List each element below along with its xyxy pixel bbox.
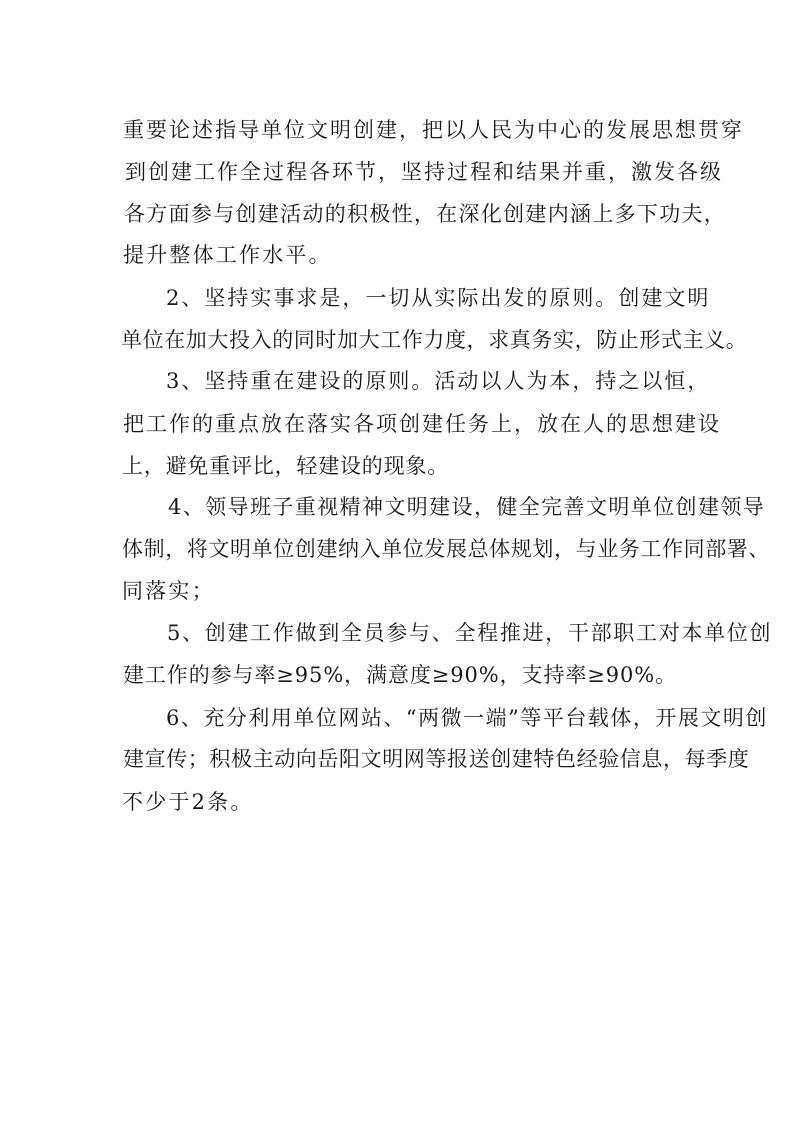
text-line: 建工作的参与率≥95%，满意度≥90%，支持率≥90%。 bbox=[123, 663, 678, 687]
text-line: 4、领导班子重视精神文明建设，健全完善文明单位创建领导 bbox=[168, 495, 766, 519]
text-line: 同落实； bbox=[122, 579, 215, 603]
text-line: 到创建工作全过程各环节，坚持过程和结果并重，激发各级 bbox=[125, 160, 723, 184]
text-line: 建宣传；积极主动向岳阳文明网等报送创建特色经验信息，每季度 bbox=[123, 747, 750, 771]
text-line: 6、充分利用单位网站、“两微一端”等平台载体，开展文明创 bbox=[166, 706, 768, 730]
text-line: 2、坚持实事求是，一切从实际出发的原则。创建文明 bbox=[166, 286, 711, 310]
text-line: 体制，将文明单位创建纳入单位发展总体规划，与业务工作同部署、 bbox=[122, 537, 770, 561]
text-line: 5、创建工作做到全员参与、全程推进，干部职工对本单位创 bbox=[167, 621, 773, 645]
text-line: 上，避免重评比，轻建设的现象。 bbox=[122, 454, 449, 478]
text-line: 单位在加大投入的同时加大工作力度，求真务实，防止形式主义。 bbox=[121, 328, 748, 352]
text-line: 重要论述指导单位文明创建，把以人民为中心的发展思想贯穿 bbox=[123, 118, 744, 142]
text-line: 不少于2条。 bbox=[122, 790, 254, 814]
text-line: 3、坚持重在建设的原则。活动以人为本，持之以恒， bbox=[166, 369, 711, 393]
text-line: 提升整体工作水平。 bbox=[123, 243, 332, 267]
text-line: 各方面参与创建活动的积极性，在深化创建内涵上多下功夫， bbox=[124, 202, 727, 226]
text-line: 把工作的重点放在落实各项创建任务上，放在人的思想建设 bbox=[123, 412, 721, 436]
